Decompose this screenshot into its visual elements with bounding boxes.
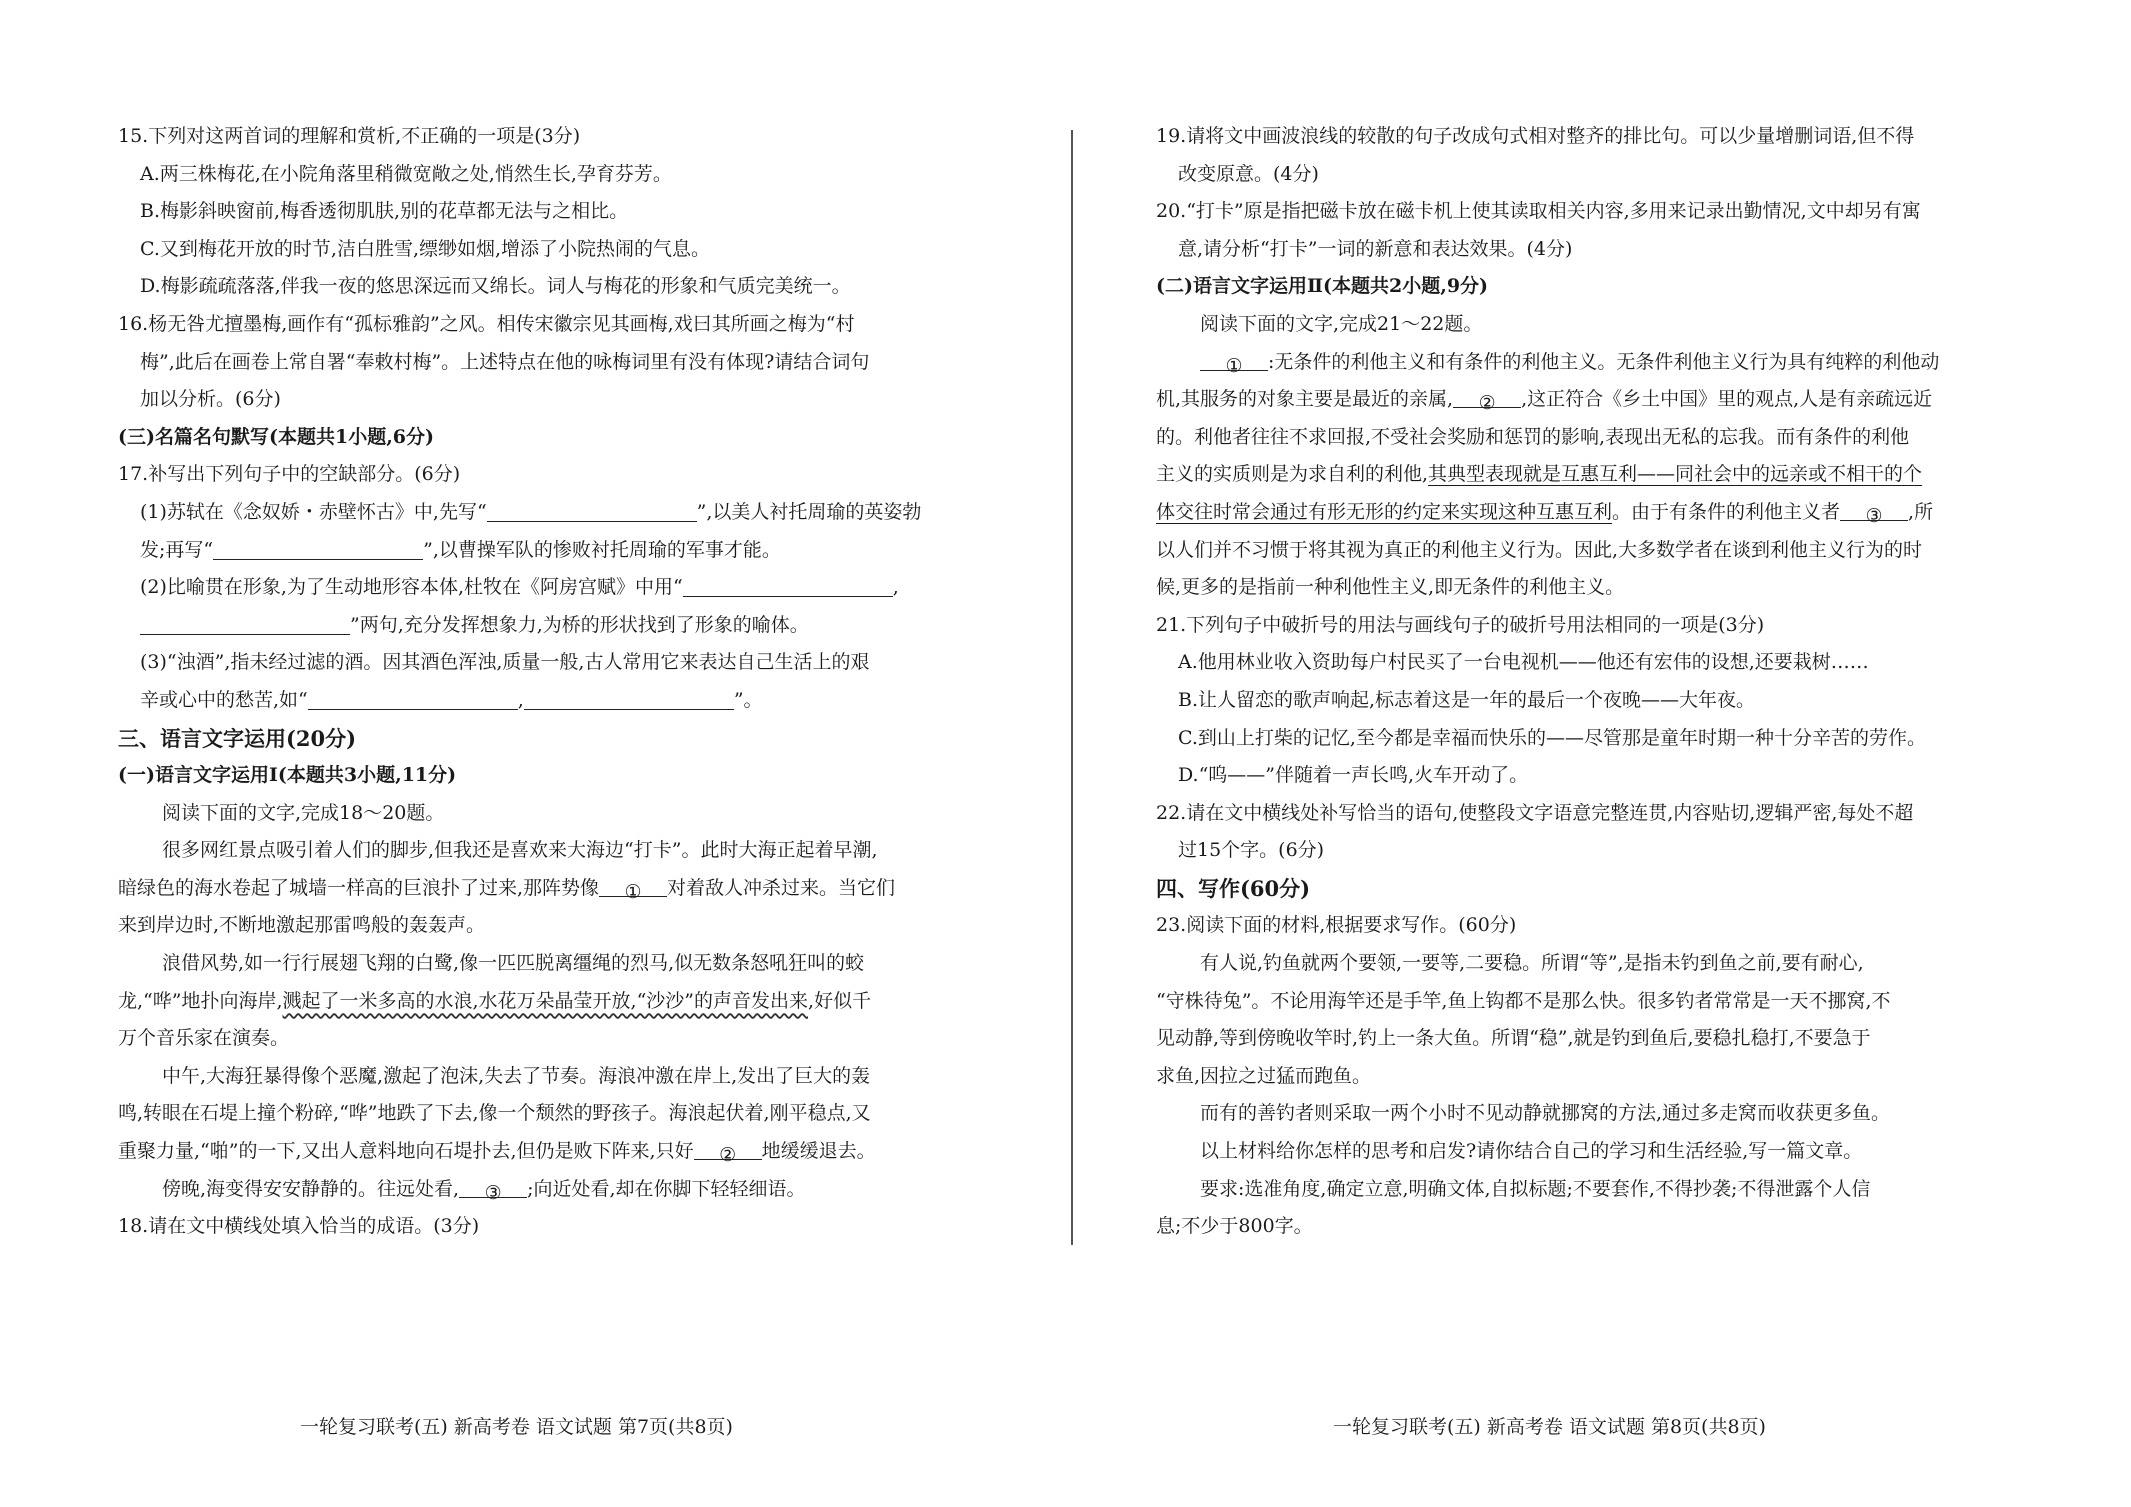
t2-text-b: ,这正符合《乡土中国》里的观点,人是有亲疏远近 [1521, 388, 1933, 411]
material-line2: “守株待兔”。不论用海竿还是手竿,鱼上钩都不是那么快。很多钓者常常是一天不挪窝,不 [1156, 989, 1891, 1012]
text-2-line3: 的。利他者往往不求回报,不受社会奖励和惩罚的影响,表现出无私的忘我。而有条件的利他 [1156, 425, 1910, 448]
material-line3: 见动静,等到傍晚收竿时,钓上一条大鱼。所谓“稳”,就是钓到鱼后,要稳扎稳打,不要急于 [1156, 1027, 1871, 1050]
answer-blank [683, 574, 893, 597]
question-17-3-line1: (3)“浊酒”,指未经过滤的酒。因其酒色浑浊,质量一般,古人常用它来表达自己生活上的艰 [140, 651, 870, 674]
q17-1-text-c: 发;再写“ [140, 538, 214, 561]
right-page [1156, 118, 2036, 1246]
reading-instruction-2: 阅读下面的文字,完成21～22题。 [1200, 312, 1483, 335]
passage-4-line1 [118, 1171, 998, 1209]
blank-1: ① [1200, 348, 1268, 371]
text-2-line4 [1156, 456, 2036, 494]
blank-1: ① [599, 874, 667, 897]
passage-3-line1: 中午,大海狂暴得像个恶魔,激起了泡沫,失去了节奏。海浪冲激在岸上,发出了巨大的轰 [162, 1064, 871, 1087]
question-20-line1: 20.“打卡”原是指把磁卡放在磁卡机上使其读取相关内容,多用来记录出勤情况,文中却另有寓 [1156, 200, 1921, 223]
q17-2-comma: , [892, 576, 899, 599]
p3-text-b: 地缓缓退去。 [761, 1140, 876, 1163]
q17-2-text-b: ”两句,充分发挥想象力,为桥的形状找到了形象的喻体。 [350, 613, 809, 636]
question-16-line1: 16.杨无咎尤擅墨梅,画作有“孤标雅韵”之风。相传宋徽宗见其画梅,戏曰其所画之梅为“村 [118, 312, 855, 335]
text-2-line7: 候,更多的是指前一种利他性主义,即无条件的利他主义。 [1156, 576, 1625, 599]
page-8-footer: 一轮复习联考(五) 新高考卷 语文试题 第8页(共8页) [1333, 1416, 1766, 1438]
part-3-heading: 三、语言文字运用(20分) [118, 725, 357, 751]
material-line6: 以上材料给你怎样的思考和启发?请你结合自己的学习和生活经验,写一篇文章。 [1200, 1140, 1863, 1163]
question-23: 23.阅读下面的材料,根据要求写作。(60分) [1156, 914, 1517, 937]
text-2-line6: 以人们并不习惯于将其视为真正的利他主义行为。因此,大多数学者在谈到利他主义行为的时 [1156, 538, 1923, 561]
question-17-1-line1 [118, 494, 998, 532]
passage-3-line2: 鸣,转眼在石堤上撞个粉碎,“哗”地跌了下去,像一个颓然的野孩子。海浪起伏着,刚平稳点,又 [118, 1102, 871, 1125]
p1-text-b: 对着敌人冲杀过来。当它们 [667, 876, 896, 899]
q17-3-text-b: 辛或心中的愁苦,如“ [140, 688, 308, 711]
p2-text-a: 龙,“哗”地扑向海岸, [118, 989, 283, 1012]
q17-3-comma: , [517, 688, 524, 711]
passage-2-line3: 万个音乐家在演奏。 [118, 1027, 290, 1050]
passage-1-line1: 很多网红景点吸引着人们的脚步,但我还是喜欢来大海边“打卡”。此时大海正起着早潮, [162, 839, 878, 862]
option-21a: A.他用林业收入资助每户村民买了一台电视机——他还有宏伟的设想,还要栽树…… [1178, 651, 1869, 674]
question-21: 21.下列句子中破折号的用法与画线句子的破折号用法相同的一项是(3分) [1156, 613, 1765, 636]
option-15d: D.梅影疏疏落落,伴我一夜的悠思深远而又绵长。词人与梅花的形象和气质完美统一。 [140, 275, 851, 298]
blank-2: ② [694, 1137, 762, 1160]
option-15a: A.两三株梅花,在小院角落里稍微宽敞之处,悄然生长,孕育芬芳。 [140, 162, 672, 185]
t5-text-b: 。由于有条件的利他主义者 [1612, 500, 1841, 523]
answer-blank [308, 687, 518, 710]
left-page [118, 118, 998, 1246]
page-divider [1071, 130, 1073, 1245]
option-21b: B.让人留恋的歌声响起,标志着这是一年的最后一个夜晚——大年夜。 [1178, 688, 1756, 711]
answer-blank [487, 499, 697, 522]
wavy-underlined-sentence: 溅起了一米多高的水浪,水花万朵晶莹开放,“沙沙”的声音发出来 [282, 989, 809, 1012]
p1-text-a: 暗绿色的海水卷起了城墙一样高的巨浪扑了过来,那阵势像 [118, 876, 600, 899]
option-15b: B.梅影斜映窗前,梅香透彻肌肤,别的花草都无法与之相比。 [140, 200, 629, 223]
passage-3-line3 [118, 1133, 998, 1171]
subsection-2-heading: (二)语言文字运用Ⅱ(本题共2小题,9分) [1156, 275, 1489, 298]
question-22-line2: 过15个字。(6分) [1178, 839, 1325, 862]
underlined-sentence: 其典型表现就是互惠互利——同社会中的远亲或不相干的个 [1428, 463, 1923, 486]
question-22-line1: 22.请在文中横线处补写恰当的语句,使整段文字语意完整连贯,内容贴切,逻辑严密,每处不超 [1156, 801, 1914, 824]
passage-2-line1: 浪借风势,如一行行展翅飞翔的白鹭,像一匹匹脱离缰绳的烈马,似无数条怒吼狂叫的蛟 [162, 952, 865, 975]
passage-2-line2 [118, 983, 998, 1021]
passage-1-line2 [118, 870, 998, 908]
subsection-1-heading: (一)语言文字运用Ⅰ(本题共3小题,11分) [118, 764, 457, 787]
question-17-3-line2 [118, 682, 998, 720]
question-15: 15.下列对这两首词的理解和赏析,不正确的一项是(3分) [118, 125, 581, 147]
q17-1-text-a: (1)苏轼在《念奴娇・赤壁怀古》中,先写“ [140, 500, 487, 523]
material-line1: 有人说,钓鱼就两个要领,一要等,二要稳。所谓“等”,是指未钓到鱼之前,要有耐心, [1200, 952, 1864, 975]
passage-1-line3: 来到岸边时,不断地激起那雷鸣般的轰轰声。 [118, 914, 486, 937]
q17-1-text-d: ”,以曹操军队的惨败衬托周瑜的军事才能。 [423, 538, 781, 561]
question-18: 18.请在文中横线处填入恰当的成语。(3分) [118, 1215, 480, 1238]
t5-text-c: ,所 [1908, 500, 1934, 523]
answer-blank [140, 612, 350, 635]
p4-text-a: 傍晚,海变得安安静静的。往远处看, [162, 1177, 460, 1200]
p4-text-b: ;向近处看,却在你脚下轻轻细语。 [527, 1177, 806, 1200]
answer-blank [213, 537, 423, 560]
material-line5: 而有的善钓者则采取一两个小时不见动静就挪窝的方法,通过多走窝而收获更多鱼。 [1200, 1102, 1891, 1125]
option-21c: C.到山上打柴的记忆,至今都是幸福而快乐的——尽管那是童年时期一种十分辛苦的劳作。 [1178, 726, 1926, 749]
question-19-line2: 改变原意。(4分) [1178, 162, 1319, 185]
question-16-line3: 加以分析。(6分) [140, 388, 281, 411]
q17-2-text-a: (2)比喻贯在形象,为了生动地形容本体,杜牧在《阿房宫赋》中用“ [140, 576, 683, 599]
section-3-heading: (三)名篇名句默写(本题共1小题,6分) [118, 425, 435, 448]
question-17: 17.补写出下列句子中的空缺部分。(6分) [118, 463, 461, 486]
q17-3-text-c: ”。 [733, 688, 763, 711]
option-15c: C.又到梅花开放的时节,洁白胜雪,缥缈如烟,增添了小院热闹的气息。 [140, 237, 711, 260]
reading-instruction-1: 阅读下面的文字,完成18～20题。 [162, 801, 445, 824]
q17-1-text-b: ”,以美人衬托周瑜的英姿勃 [696, 500, 922, 523]
question-17-2-line1 [118, 569, 998, 607]
question-20-line2: 意,请分析“打卡”一词的新意和表达效果。(4分) [1178, 237, 1573, 260]
t1-text: :无条件的利他主义和有条件的利他主义。无条件利他主义行为具有纯粹的利他动 [1268, 350, 1940, 373]
blank-2: ② [1453, 385, 1521, 408]
material-line4: 求鱼,因拉之过猛而跑鱼。 [1156, 1064, 1372, 1087]
t4-text-a: 主义的实质则是为求自利的利他, [1156, 463, 1429, 486]
page-7-footer: 一轮复习联考(五) 新高考卷 语文试题 第7页(共8页) [300, 1416, 733, 1438]
p3-text-a: 重聚力量,“啪”的一下,又出人意料地向石堤扑去,但仍是败下阵来,只好 [118, 1140, 694, 1163]
blank-3: ③ [1840, 498, 1908, 521]
requirements-line1: 要求:选准角度,确定立意,明确文体,自拟标题;不要套作,不得抄袭;不得泄露个人信 [1200, 1177, 1871, 1200]
t2-text-a: 机,其服务的对象主要是最近的亲属, [1156, 388, 1454, 411]
text-2-line1 [1156, 344, 2036, 382]
answer-blank [524, 687, 734, 710]
text-2-line5 [1156, 494, 2036, 532]
underlined-sentence-cont: 体交往时常会通过有形无形的约定来实现这种互惠互利 [1156, 500, 1613, 523]
question-19-line1: 19.请将文中画波浪线的较散的句子改成句式相对整齐的排比句。可以少量增删词语,但不得 [1156, 125, 1915, 147]
question-16-line2: 梅”,此后在画卷上常自署“奉敕村梅”。上述特点在他的咏梅词里有没有体现?请结合词句 [140, 350, 870, 373]
text-2-line2 [1156, 381, 2036, 419]
p2-text-b: ,好似千 [808, 989, 872, 1012]
requirements-line2: 息;不少于800字。 [1156, 1215, 1313, 1238]
blank-3: ③ [459, 1175, 527, 1198]
option-21d: D.“呜——”伴随着一声长鸣,火车开动了。 [1178, 764, 1529, 787]
question-17-2-line2 [118, 607, 998, 645]
question-17-1-line2 [118, 532, 998, 570]
part-4-heading: 四、写作(60分) [1156, 875, 1311, 901]
